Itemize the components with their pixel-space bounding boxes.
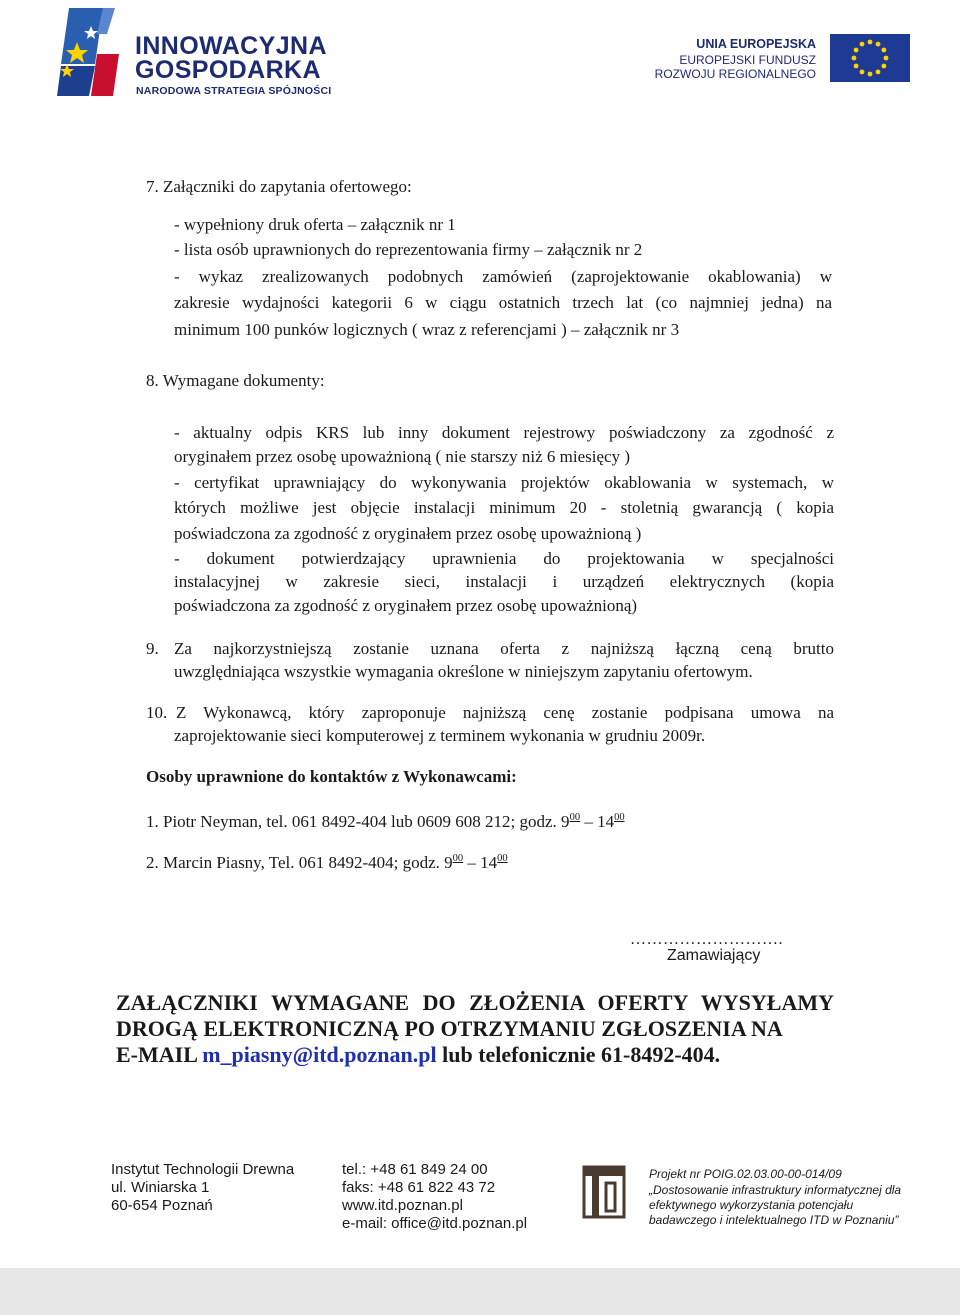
section-7-heading: 7. Załączniki do zapytania ofertowego:	[146, 177, 412, 196]
footer-project-title-3: badawczego i intelektualnego ITD w Poznaniu”	[649, 1213, 899, 1227]
notice-line-2: DROGĄ ELEKTRONICZNĄ PO OTRZYMANIU ZGŁOSZENIA NA	[116, 1016, 783, 1041]
contact-1-text: 1. Piotr Neyman, tel. 061 8492-404 lub 0609 608 212; godz. 9	[146, 812, 570, 831]
logo-title-line-2: GOSPODARKA	[135, 56, 321, 84]
eu-logo-line-3: ROZWOJU REGIONALNEGO	[654, 67, 816, 81]
eu-logo-line-1: UNIA EUROPEJSKA	[696, 37, 816, 51]
notice-line-1: ZAŁĄCZNIKI WYMAGANE DO ZŁOŻENIA OFERTY WYSYŁAMY	[116, 990, 834, 1015]
footer-bottom-bar	[0, 1268, 960, 1315]
footer-project-title-1: „Dostosowanie infrastruktury informatycznej dla	[649, 1183, 902, 1197]
innowacyjna-gospodarka-logo	[55, 4, 355, 100]
section-8-line-7: instalacyjnej w zakresie sieci, instalacji i urządzeń elektrycznych (kopia	[174, 572, 834, 591]
contact-person-1	[146, 806, 625, 833]
contact-2-hour-from-minutes: 00	[452, 853, 464, 864]
contact-1-hour-from-minutes: 00	[569, 812, 581, 823]
footer-email[interactable]: e-mail: office@itd.poznan.pl	[342, 1215, 528, 1232]
contact-person-2	[146, 847, 508, 874]
signature-label: Zamawiający	[667, 947, 761, 964]
section-7-item-3-line-1: - wykaz zrealizowanych podobnych zamówień (zaprojektowanie okablowania) w	[174, 267, 832, 286]
section-7-item-1: - wypełniony druk oferta – załącznik nr 1	[174, 215, 456, 234]
section-9-number: 9.	[146, 639, 159, 658]
footer-address-line-1: Instytut Technologii Drewna	[111, 1161, 295, 1178]
footer-website[interactable]: www.itd.poznan.pl	[342, 1197, 463, 1214]
contact-2-hour-to: – 14	[463, 853, 498, 872]
section-10-line-2: zaprojektowanie sieci komputerowej z terminem wykonania w grudniu 2009r.	[174, 726, 706, 745]
footer-phone: tel.: +48 61 849 24 00	[342, 1161, 488, 1178]
logo-subtitle: NARODOWA STRATEGIA SPÓJNOŚCI	[136, 85, 332, 97]
section-8-line-8: poświadczona za zgodność z oryginałem przez osobę upoważnioną)	[174, 596, 638, 615]
section-9-line-2: uwzględniająca wszystkie wymagania określone w niniejszym zapytaniu ofertowym.	[174, 662, 753, 681]
section-7-item-3-line-2: zakresie wydajności kategorii 6 w ciągu ostatnich trzech lat (co najmniej jedna) na	[174, 293, 832, 312]
section-9-line-1: Za najkorzystniejszą zostanie uznana oferta z najniższą łączną ceną brutto	[174, 639, 834, 658]
section-8-heading: 8. Wymagane dokumenty:	[146, 371, 325, 390]
footer-project-number: Projekt nr POIG.02.03.00-00-014/09	[649, 1167, 842, 1181]
itd-logo-icon	[581, 1164, 627, 1220]
eu-regional-fund-logo	[650, 34, 910, 84]
notice-line-3	[116, 1042, 720, 1068]
section-10-line-1: Z Wykonawcą, który zaproponuje najniższą cenę zostanie podpisana umowa na	[176, 703, 834, 722]
footer-fax: faks: +48 61 822 43 72	[342, 1179, 496, 1196]
section-8-line-3: - certyfikat uprawniający do wykonywania projektów okablowania w systemach, w	[174, 473, 834, 492]
section-10-number: 10.	[146, 703, 168, 722]
innowacyjna-gospodarka-emblem-icon	[55, 4, 133, 100]
logo-title-line-1: INNOWACYJNA	[135, 32, 327, 60]
notice-email-prefix: E-MAIL	[116, 1042, 203, 1067]
contacts-heading: Osoby uprawnione do kontaktów z Wykonawcami:	[146, 767, 517, 786]
eu-flag-icon	[830, 34, 910, 82]
footer-address-line-3: 60-654 Poznań	[111, 1197, 213, 1214]
signature-line: ……………………….	[630, 931, 783, 948]
contact-2-hour-to-minutes: 00	[497, 853, 508, 864]
section-8-line-4: których możliwe jest objęcie instalacji minimum 20 - stoletnią gwarancją ( kopia	[174, 498, 834, 517]
section-7-item-3-line-3: minimum 100 punków logicznych ( wraz z referencjami ) – załącznik nr 3	[174, 320, 680, 339]
contact-2-text: 2. Marcin Piasny, Tel. 061 8492-404; godz. 9	[146, 853, 453, 872]
notice-phone-suffix: lub telefonicznie 61-8492-404.	[436, 1042, 721, 1067]
section-8-line-6: - dokument potwierdzający uprawnienia do projektowania w specjalności	[174, 549, 834, 568]
contact-1-hour-to: – 14	[580, 812, 615, 831]
footer-project-title-2: efektywnego wykorzystania potencjału	[649, 1198, 854, 1212]
section-7-item-2: - lista osób uprawnionych do reprezentowania firmy – załącznik nr 2	[174, 240, 643, 259]
notice-email-link[interactable]: m_piasny@itd.poznan.pl	[202, 1042, 437, 1067]
eu-logo-line-2: EUROPEJSKI FUNDUSZ	[679, 53, 816, 67]
section-8-line-5: poświadczona za zgodność z oryginałem przez osobę upoważnioną )	[174, 524, 642, 543]
contact-1-hour-to-minutes: 00	[614, 812, 625, 823]
section-8-line-1: - aktualny odpis KRS lub inny dokument rejestrowy poświadczony za zgodność z	[174, 423, 834, 442]
footer-address-line-2: ul. Winiarska 1	[111, 1179, 210, 1196]
section-8-line-2: oryginałem przez osobę upoważnioną ( nie starszy niż 6 miesięcy )	[174, 447, 631, 466]
